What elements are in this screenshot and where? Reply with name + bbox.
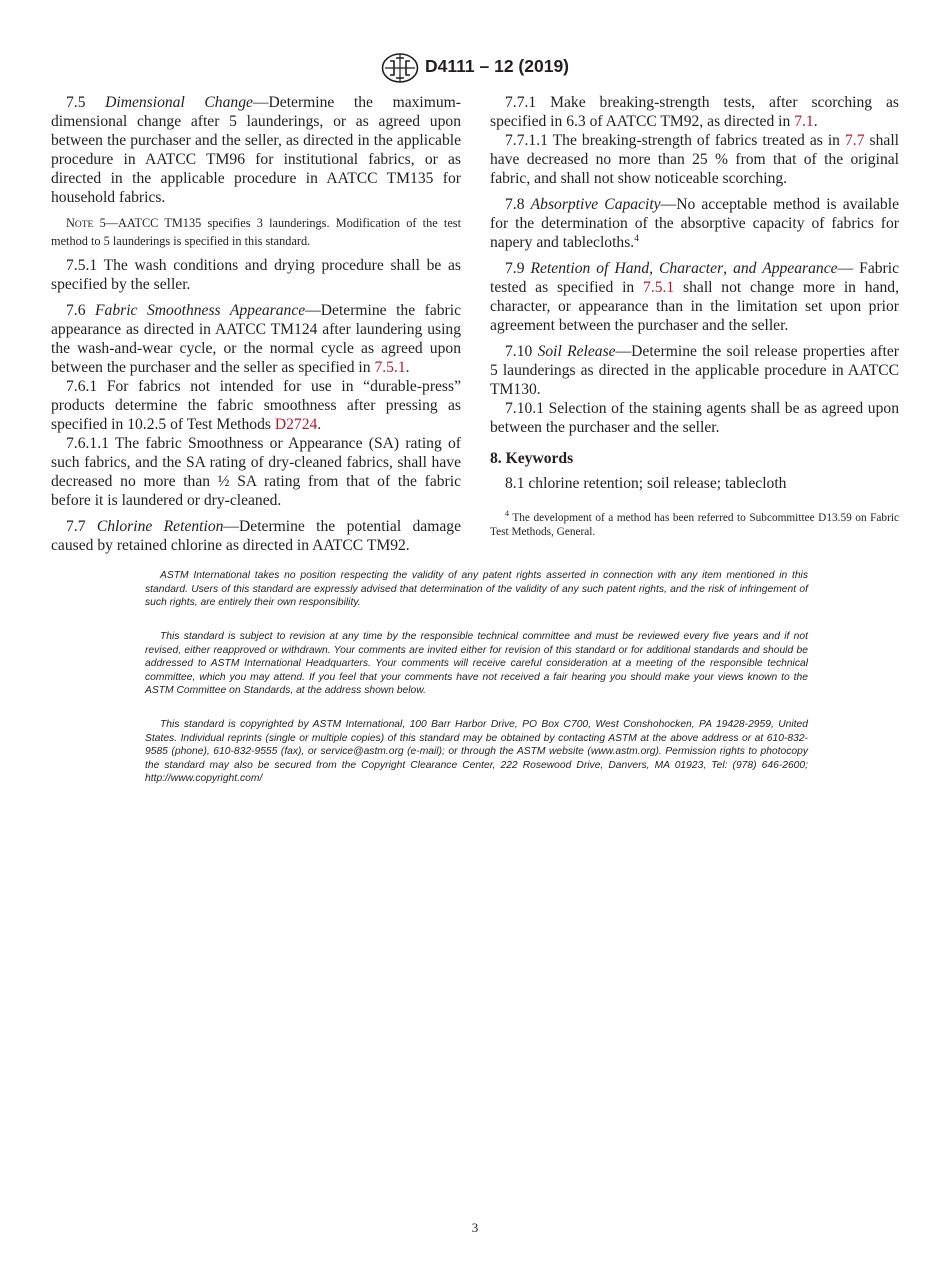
section-7-10: 7.10 Soil Release—Determine the soil release properties after 5 launderings as directed in the applicable procedure in AATCC TM130. (490, 343, 899, 398)
section-title: Fabric Smoothness Appearance (95, 302, 306, 319)
left-column (51, 93, 461, 555)
page-number: 3 (471, 1220, 479, 1235)
link-d2724[interactable]: D2724 (274, 416, 318, 433)
section-7-7-1: 7.7.1 Make breaking-strength tests, after scorching as specified in 6.3 of AATCC TM92, as directed in 7.1. (490, 94, 899, 130)
section-7-7-1-1: 7.7.1.1 The breaking-strength of fabrics treated as in 7.7 shall have decreased no more than 25 % from that of the original fabric, and shall not show noticeable scorching. (490, 132, 899, 187)
section-7-10-1: 7.10.1 Selection of the staining agents shall be as agreed upon between the purchaser and the seller. (490, 400, 899, 436)
section-7-6-1: 7.6.1 For fabrics not intended for use in “durable-press” products determine the fabric smoothness after pressing as specified in 10.2.5 of Test Methods D2724. (51, 378, 461, 433)
standard-designation: D4111 – 12 (2019) (425, 56, 570, 76)
note-5: NOTE 5—AATCC TM135 specifies 3 launderings. Modification of the test method to 5 launderings is specified in this standard. (51, 216, 461, 248)
legal-revision-notice: This standard is subject to revision at any time by the responsible technical committee and must be reviewed every five years and if not revised, either reapproved or withdrawn. Your comments are invited either for revision of this standard or for additional standards and should be addressed to ASTM International Headquarters. Your comments will receive careful consideration at a meeting of the responsible technical committee, which you may attend. If you feel that your comments have not received a fair hearing you should make your views known to the ASTM Committee on Standards, at the address shown below. (145, 631, 808, 696)
section-7-7: 7.7 Chlorine Retention—Determine the potential damage caused by retained chlorine as directed in AATCC TM92. (51, 518, 461, 554)
footnote-ref-4: 4 (634, 233, 639, 244)
legal-copyright-notice: This standard is copyrighted by ASTM International, 100 Barr Harbor Drive, PO Box C700, West Conshohocken, PA 19428-2959, United States. Individual reprints (single or multiple copies) of this standard may be obtained by contacting ASTM at the above address or at 610-832-9585 (phone), 610-832-9555 (fax), or service@astm.org (e-mail); or through the ASTM website (www.astm.org). Permission rights to photocopy the standard may also be secured from the Copyright Clearance Center, 222 Rosewood Drive, Danvers, MA 01923, Tel: (978) 646-2600; http://www.copyright.com/ (145, 719, 808, 784)
link-7-5-1[interactable]: 7.5.1 (374, 359, 406, 376)
section-7-5-1: 7.5.1 The wash conditions and drying procedure shall be as specified by the seller. (51, 257, 461, 293)
page-header (0, 52, 950, 86)
section-7-9: 7.9 Retention of Hand, Character, and Appearance— Fabric tested as specified in 7.5.1 shall not change more in hand, character, or appearance than in the limitation set upon prior agreement between the purchaser and the seller. (490, 260, 899, 334)
section-title: Dimensional Change (105, 94, 253, 111)
section-7-8: 7.8 Absorptive Capacity—No acceptable method is available for the determination of the absorptive capacity of fabrics for napery and tablecloths.$^4$ (490, 196, 899, 251)
link-7-5-1[interactable]: 7.5.1 (643, 279, 675, 296)
keywords-heading: 8. Keywords (490, 450, 574, 467)
link-7-1[interactable]: 7.1 (794, 113, 814, 130)
legal-patent-notice: ASTM International takes no position respecting the validity of any patent rights asserted in connection with any item mentioned in this standard. Users of this standard are expressly advised that determination of the validity of any such patent rights, and the risk of infringement of such rights, are entirely their own responsibility. (145, 570, 808, 608)
section-title: Chlorine Retention (96, 518, 224, 535)
section-7-6: 7.6 Fabric Smoothness Appearance—Determine the fabric appearance as directed in AATCC TM124 after laundering using the wash-and-wear cycle, or the normal cycle as agreed upon between the purchaser and the seller as specified in 7.5.1. (51, 302, 461, 376)
section-title: Retention of Hand, Character (530, 260, 724, 277)
section-7-5: 7.5 Dimensional Change—Determine the maximum-dimensional change after 5 launderings, or as agreed upon between the purchaser and the seller, as directed in the applicable procedure in AATCC TM96 for institutional fabrics, or as directed in the applicable procedure in AATCC TM135 for household fabrics. (51, 94, 461, 206)
astm-logo-icon (381, 52, 419, 84)
section-title: Soil Release (537, 343, 616, 360)
link-7-7[interactable]: 7.7 (845, 132, 865, 149)
section-7-6-1-1: 7.6.1.1 The fabric Smoothness or Appearance (SA) rating of such fabrics, and the SA rating of dry-cleaned fabrics, shall have decreased no more than ½ SA rating from that of the fabric before it is laundered or dry-cleaned. (51, 435, 461, 509)
section-title: Absorptive Capacity (530, 196, 661, 213)
section-8-1: 8.1 chlorine retention; soil release; tablecloth (505, 475, 787, 492)
right-column (490, 93, 899, 539)
footnote-4: $^4$ The development of a method has been referred to Subcommittee D13.59 on Fabric Test Methods, General. (490, 509, 899, 538)
